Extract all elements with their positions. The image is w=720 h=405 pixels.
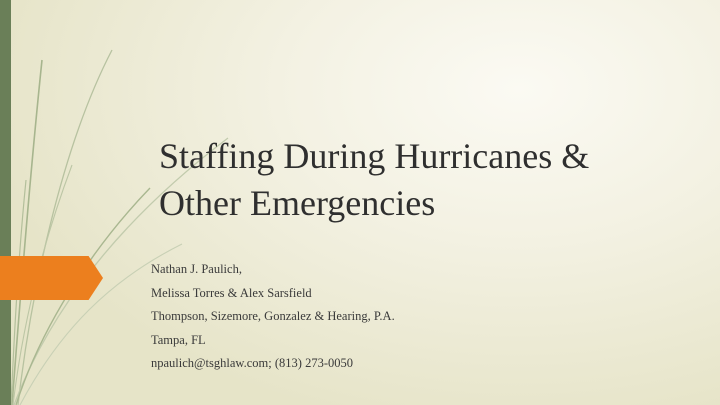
left-accent-bar xyxy=(0,0,11,405)
co-presenters: Melissa Torres & Alex Sarsfield xyxy=(151,285,312,300)
slide-title xyxy=(159,133,679,227)
location: Tampa, FL xyxy=(151,332,206,347)
presenter-name: Nathan J. Paulich, xyxy=(151,262,242,276)
title-line-1: Staffing During Hurricanes & xyxy=(159,136,590,176)
title-line-2: Other Emergencies xyxy=(159,183,436,223)
law-firm-name: Thompson, Sizemore, Gonzalez & Hearing, P.A. xyxy=(151,309,395,323)
contact-info: npaulich@tsghlaw.com; (813) 273-0050 xyxy=(151,356,353,370)
orange-arrow-accent xyxy=(0,256,103,300)
presenter-info xyxy=(151,258,671,376)
